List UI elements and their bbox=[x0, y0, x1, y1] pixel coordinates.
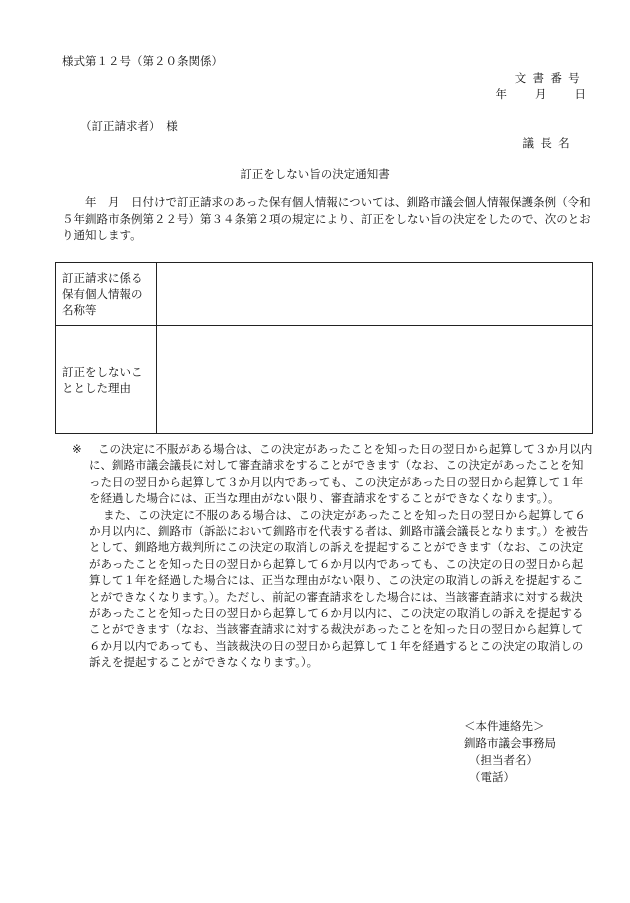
chairperson-name: 議長名 bbox=[522, 136, 576, 150]
date-day: 日 bbox=[574, 87, 586, 101]
form-number: 様式第１２号（第２０条関係） bbox=[62, 54, 223, 68]
contact-office: 釧路市議会事務局 bbox=[464, 736, 556, 750]
row-value-info-name bbox=[157, 263, 593, 326]
addressee: （訂正請求者） 様 bbox=[80, 119, 178, 133]
contact-heading: ＜本件連絡先＞ bbox=[464, 719, 545, 733]
note-mark: ※ bbox=[72, 442, 82, 456]
info-table bbox=[55, 262, 593, 434]
row-value-reason bbox=[157, 326, 593, 434]
contact-phone: （電話） bbox=[469, 770, 515, 784]
notes-section bbox=[72, 441, 594, 671]
date-year: 年 bbox=[495, 87, 507, 101]
table-row bbox=[56, 326, 593, 434]
contact-person: （担当者名） bbox=[469, 753, 538, 767]
row-label-info-name: 訂正請求に係る保有個人情報の名称等 bbox=[56, 263, 157, 326]
table-row bbox=[56, 263, 593, 326]
page-title: 訂正をしない旨の決定通知書 bbox=[240, 167, 390, 181]
contact-block bbox=[464, 718, 556, 786]
note-paragraph-appeal: この決定に不服がある場合は、この決定があったことを知った日の翌日から起算して３か月以内に、釧路市議会議長に対して審査請求をすることができます（なお、この決定があったことを知った日の翌日から起算して３か月以内であっても、この決定があった日の翌日から起算して１年を経過した場合には、正当な理由がない限り、審査請求をすることができなくなります。）。 bbox=[89, 442, 593, 506]
document-number-label: 文書番号 bbox=[514, 71, 586, 85]
note-paragraph-lawsuit: また、この決定に不服のある場合は、この決定があったことを知った日の翌日から起算して６か月以内に、釧路市（訴訟において釧路市を代表する者は、釧路市議会議長となります。）を被告として、釧路地方裁判所にこの決定の取消しの訴えを提起することができます（なお、この決定があったことを知った日の翌日から起算して６か月以内であっても、この決定の日の翌日から起算して１年を経過した場合には、正当な理由がない限り、この決定の取消しの訴えを提起することができなくなります。）。ただし、前記の審査請求をした場合には、当該審査請求に対する裁決があったことを知った日の翌日から起算して６か月以内に、この決定の取消しの訴えを提起することができます（なお、当該審査請求に対する裁決があったことを知った日の翌日から起算して６か月以内であっても、当該裁決の日の翌日から起算して１年を経過するとこの決定の取消しの訴えを提起することができなくなります。）。 bbox=[89, 507, 589, 670]
date-month: 月 bbox=[535, 87, 547, 101]
date-line bbox=[496, 86, 587, 102]
body-paragraph: 年 月 日付けで訂正請求のあった保有個人情報については、釧路市議会個人情報保護条例（令和５年釧路市条例第２２号）第３４条第２項の規定により、訂正をしない旨の決定をしたので、次のとおり通知します。 bbox=[62, 195, 591, 242]
note-block bbox=[72, 441, 594, 671]
row-label-reason: 訂正をしないこととした理由 bbox=[56, 326, 157, 434]
